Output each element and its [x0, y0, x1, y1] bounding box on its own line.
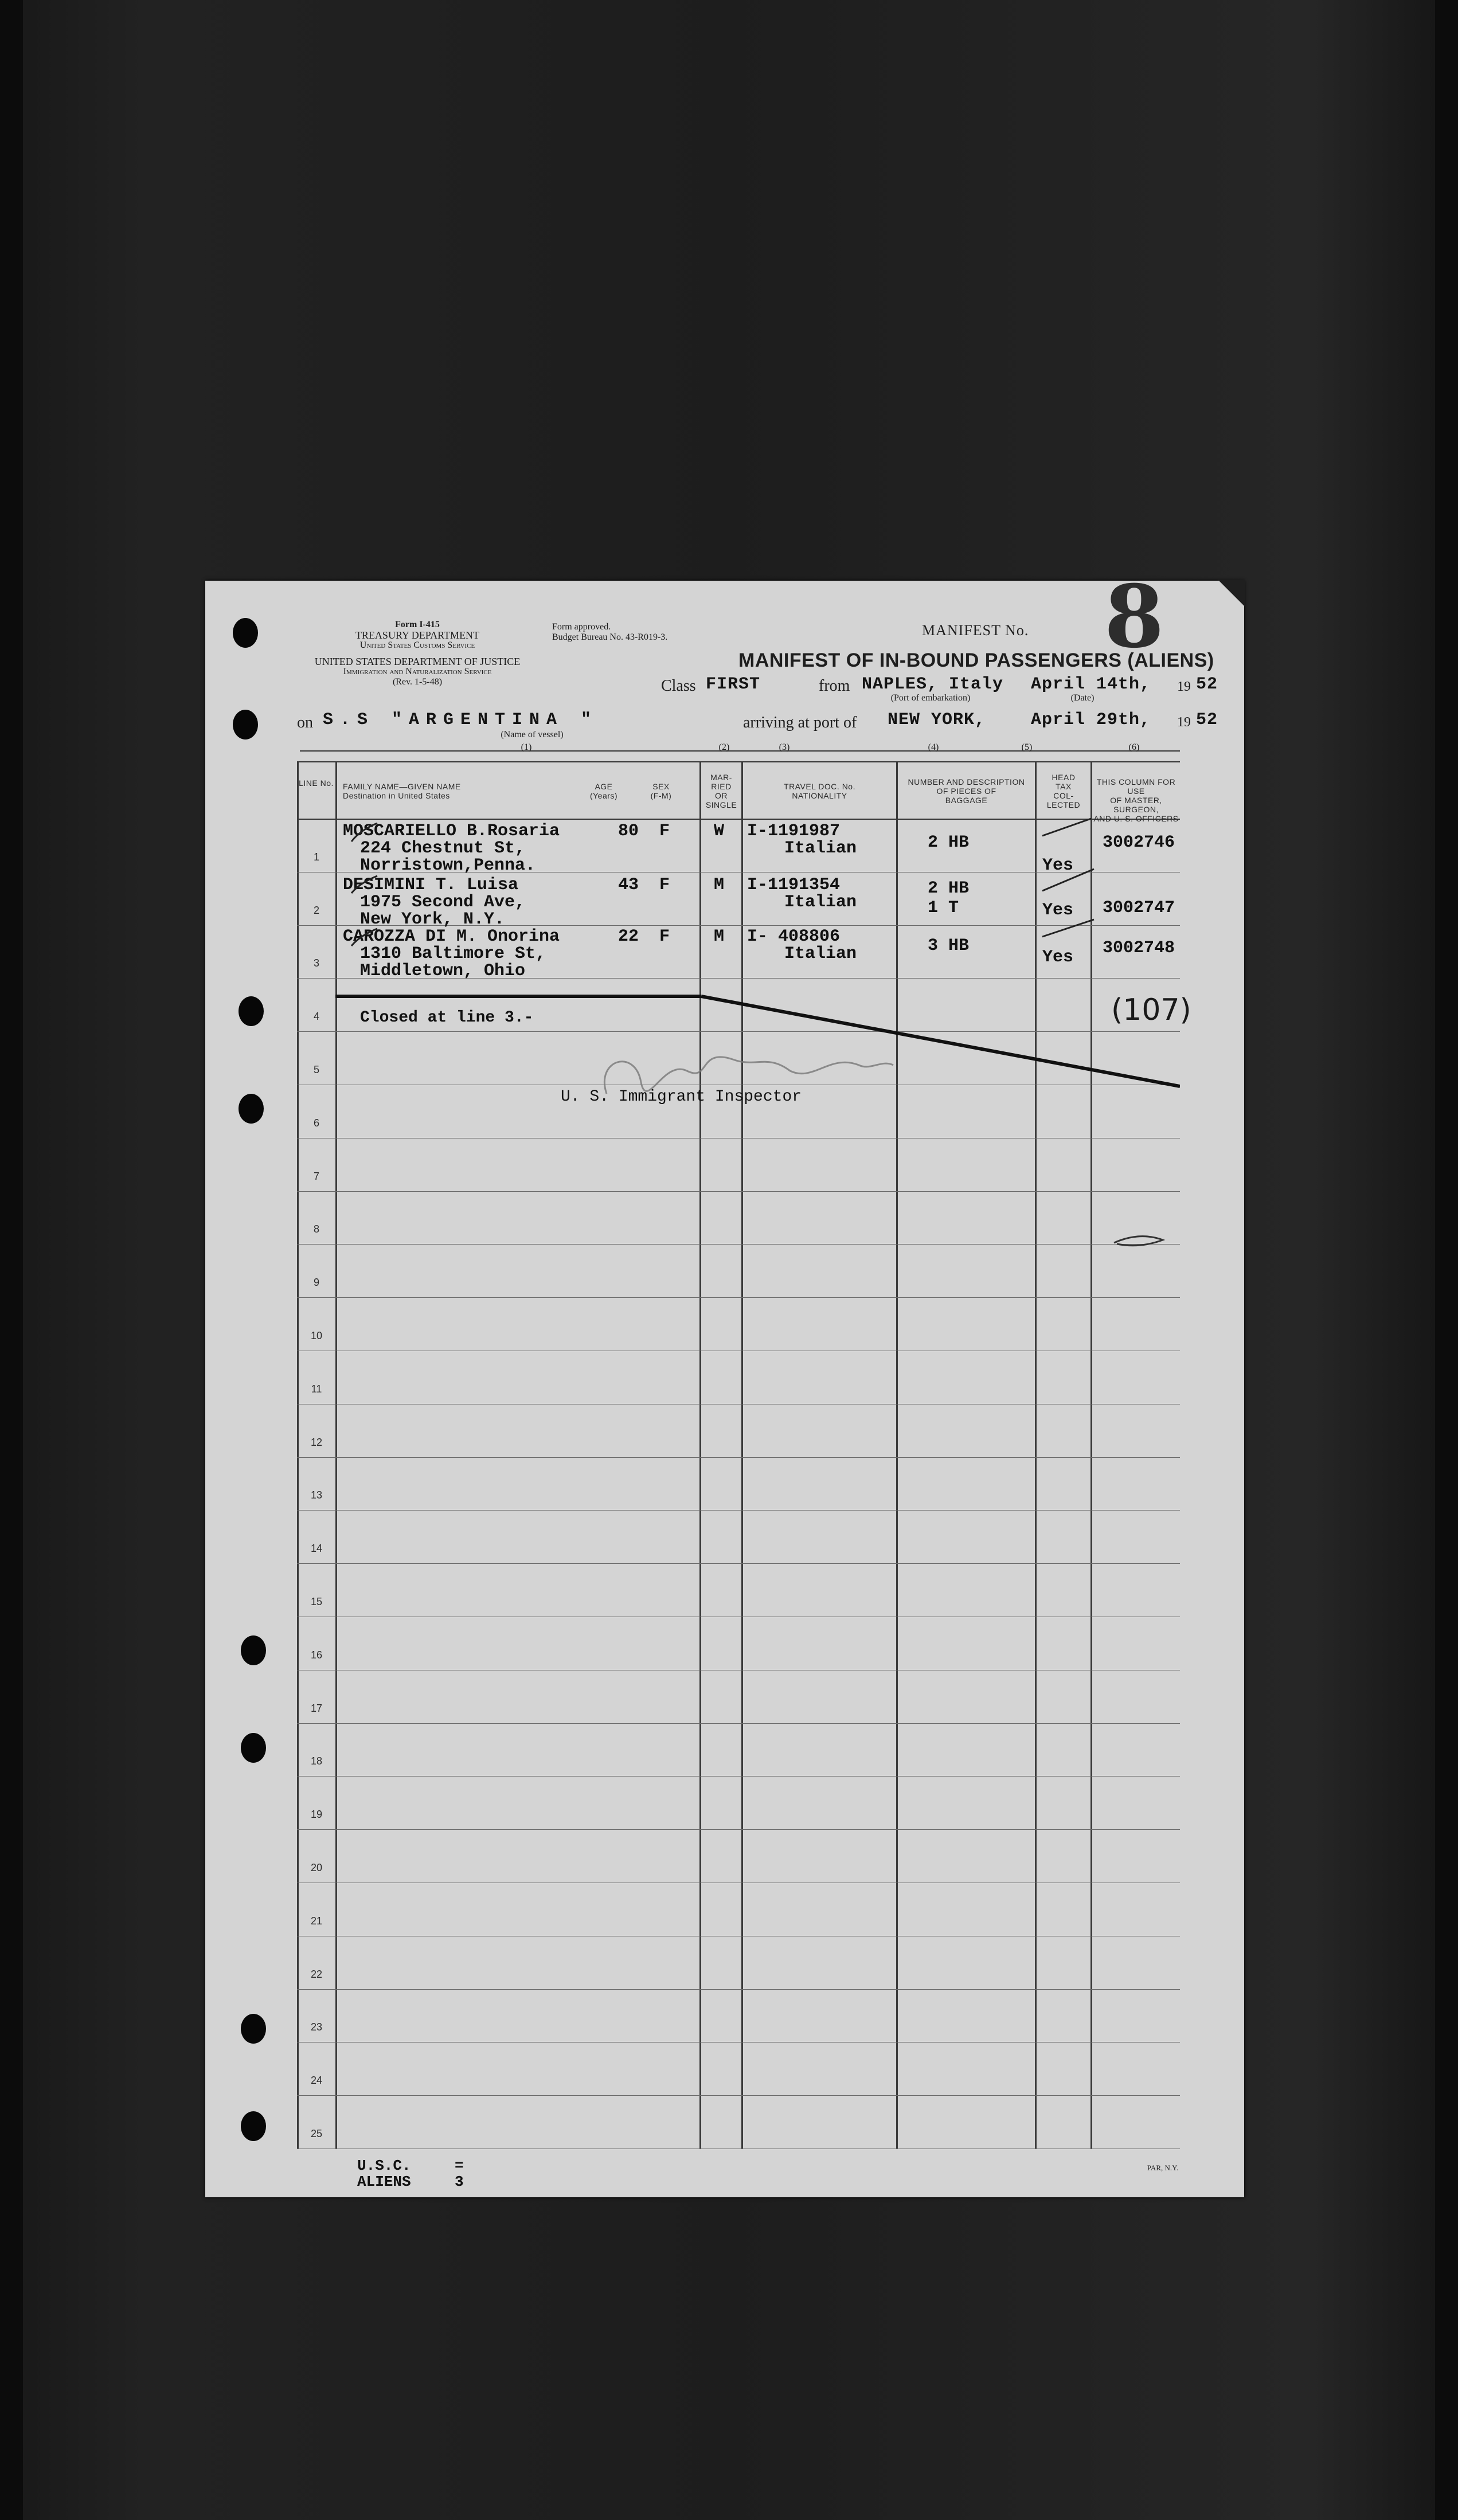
class-label: Class	[661, 677, 696, 695]
tax-mark	[1042, 819, 1091, 836]
embarkation-date: April 14th,	[1031, 675, 1151, 694]
manifest-number: 8	[1104, 566, 1164, 667]
p2-nationality: Italian	[784, 893, 857, 912]
year-prefix-2: 19	[1177, 715, 1191, 730]
p1-marital: W	[714, 821, 725, 841]
p2-head-tax: Yes	[1042, 901, 1074, 920]
p2-officer-number: 3002747	[1103, 898, 1175, 918]
line-number: 13	[310, 1489, 323, 1501]
p2-sex: F	[659, 875, 670, 895]
usc-value: =	[455, 2157, 464, 2174]
col-num-1: (1)	[521, 742, 532, 752]
line-number: 14	[310, 1543, 323, 1555]
class-value: FIRST	[706, 675, 761, 694]
p3-address-street: 1310 Baltimore St,	[360, 944, 546, 964]
line-number: 7	[313, 1170, 319, 1182]
binder-hole	[241, 1635, 266, 1665]
line-number: 5	[313, 1064, 319, 1075]
customs-service: United States Customs Service	[359, 640, 475, 650]
inspector-signature	[604, 1057, 893, 1094]
treasury-dept: TREASURY DEPARTMENT	[355, 629, 480, 641]
arrival-year: 52	[1196, 710, 1218, 730]
hdr-sex: SEX (F-M)	[650, 782, 672, 800]
p3-address-city: Middletown, Ohio	[360, 961, 526, 981]
p3-travel-doc: I- 408806	[747, 927, 841, 946]
aliens-label: ALIENS	[357, 2173, 411, 2190]
hdr-name: FAMILY NAME—GIVEN NAME Destination in United States	[343, 782, 461, 800]
p3-age: 22	[618, 927, 639, 946]
handwritten-count: (107)	[1111, 993, 1191, 1027]
p2-age: 43	[618, 875, 639, 895]
check-mark	[351, 823, 377, 842]
justice-dept: UNITED STATES DEPARTMENT OF JUSTICE	[314, 656, 521, 667]
col-num-4: (4)	[928, 742, 939, 752]
p3-nationality: Italian	[784, 944, 857, 964]
aliens-count: 3	[455, 2173, 464, 2190]
vessel-name: S.S "ARGENTINA "	[323, 710, 599, 730]
line-number: 16	[310, 1649, 323, 1661]
p2-address-street: 1975 Second Ave,	[360, 893, 526, 912]
col-num-3: (3)	[779, 742, 790, 752]
budget-bureau: Budget Bureau No. 43-R019-3.	[552, 632, 668, 642]
line-number: 23	[310, 2021, 323, 2033]
binder-hole	[241, 2111, 266, 2141]
p2-address-city: New York, N.Y.	[360, 910, 505, 929]
ink-scribble	[1114, 1236, 1163, 1246]
hdr-marital: MAR- RIED OR SINGLE	[705, 773, 737, 809]
form-number: Form I-415	[395, 620, 440, 629]
hdr-baggage: NUMBER AND DESCRIPTION OF PIECES OF BAGGAGE	[908, 777, 1025, 805]
check-mark	[351, 929, 377, 946]
p1-officer-number: 3002746	[1103, 833, 1175, 852]
binder-hole	[233, 618, 258, 648]
header-rule	[300, 750, 1180, 752]
revision-date: (Rev. 1-5-48)	[392, 677, 443, 687]
binder-hole	[239, 1094, 264, 1124]
p3-sex: F	[659, 927, 670, 946]
binder-hole	[233, 710, 258, 739]
pen-marks	[297, 761, 1180, 2149]
line-number: 2	[313, 904, 319, 916]
line-number: 15	[310, 1596, 323, 1607]
p2-name: DESIMINI T. Luisa	[343, 875, 519, 895]
p1-baggage: 2 HB	[928, 833, 970, 852]
p1-nationality: Italian	[784, 839, 857, 858]
manifest-sheet	[205, 566, 1244, 2197]
closing-slash	[701, 996, 1180, 1086]
line-number: 18	[310, 1755, 323, 1767]
p1-age: 80	[618, 821, 639, 841]
on-label: on	[297, 714, 313, 731]
p3-head-tax: Yes	[1042, 948, 1074, 967]
binder-hole	[241, 1733, 266, 1763]
check-mark	[351, 876, 377, 893]
line-number: 17	[310, 1702, 323, 1714]
p1-name: MOSCARIELLO B.Rosaria	[343, 821, 560, 841]
line-number: 25	[310, 2128, 323, 2139]
p2-baggage-2: 1 T	[928, 898, 959, 918]
p1-travel-doc: I-1191987	[747, 821, 841, 841]
usc-label: U.S.C.	[357, 2157, 411, 2174]
line-number: 11	[311, 1383, 322, 1395]
line-number: 6	[313, 1117, 319, 1129]
line-number: 1	[313, 851, 319, 863]
p1-head-tax: Yes	[1042, 856, 1074, 875]
p1-address-street: 224 Chestnut St,	[360, 839, 526, 858]
embarkation-port: NAPLES, Italy	[862, 675, 1004, 694]
tax-mark	[1042, 919, 1094, 937]
p2-travel-doc: I-1191354	[747, 875, 841, 895]
p3-baggage: 3 HB	[928, 936, 970, 956]
manifest-title: MANIFEST OF IN-BOUND PASSENGERS (ALIENS)	[738, 649, 1214, 671]
p1-address-city: Norristown,Penna.	[360, 856, 536, 875]
binder-hole	[239, 996, 264, 1026]
line-number: 3	[313, 957, 319, 969]
closed-at-line: Closed at line 3.-	[360, 1009, 534, 1027]
corner-cut	[1218, 580, 1245, 607]
p2-baggage-1: 2 HB	[928, 879, 970, 898]
line-number: 4	[313, 1011, 319, 1023]
line-number: 24	[310, 2075, 323, 2087]
col-num-2: (2)	[718, 742, 730, 752]
hdr-travel-doc: TRAVEL DOC. No. NATIONALITY	[784, 782, 855, 800]
p2-marital: M	[714, 875, 725, 895]
hdr-officers: THIS COLUMN FOR USE OF MASTER, SURGEON, AND U. S. OFFICERS	[1093, 777, 1179, 823]
line-number: 22	[310, 1968, 323, 1980]
approval-note: Form approved.	[552, 622, 611, 632]
film-edge-right	[1435, 0, 1458, 2520]
embarkation-year: 52	[1196, 675, 1218, 694]
binder-hole	[241, 2014, 266, 2044]
year-prefix-1: 19	[1177, 679, 1191, 694]
date-caption: (Date)	[1070, 693, 1095, 703]
line-number: 9	[313, 1277, 319, 1289]
col-num-6: (6)	[1128, 742, 1140, 752]
manifest-label: MANIFEST No.	[922, 622, 1029, 639]
p3-marital: M	[714, 927, 725, 946]
hdr-line-no: LINE No.	[299, 778, 334, 788]
ins-service: Immigration and Naturalization Service	[343, 667, 492, 676]
port-caption: (Port of embarkation)	[890, 693, 971, 703]
hdr-head-tax: HEAD TAX COL- LECTED	[1046, 773, 1081, 809]
vessel-caption: (Name of vessel)	[501, 730, 564, 739]
line-number: 19	[310, 1809, 323, 1821]
from-label: from	[819, 677, 850, 695]
arriving-label: arriving at port of	[743, 714, 857, 731]
arrival-date: April 29th,	[1031, 710, 1151, 730]
line-number: 8	[313, 1223, 319, 1235]
line-number: 10	[310, 1330, 323, 1341]
line-number: 21	[310, 1915, 323, 1927]
col-num-5: (5)	[1021, 742, 1033, 752]
p1-sex: F	[659, 821, 670, 841]
passenger-table	[297, 761, 1191, 2149]
tax-mark	[1042, 869, 1094, 891]
p3-officer-number: 3002748	[1103, 938, 1175, 958]
arrival-port: NEW YORK,	[888, 710, 986, 730]
line-number: 12	[310, 1436, 323, 1448]
line-number: 20	[310, 1862, 323, 1873]
film-edge-left	[0, 0, 23, 2520]
p3-name: CAROZZA DI M. Onorina	[343, 927, 560, 946]
hdr-age: AGE (Years)	[589, 782, 618, 800]
printer-mark: PAR, N.Y.	[1147, 2163, 1179, 2172]
immigrant-inspector: U. S. Immigrant Inspector	[561, 1088, 802, 1106]
